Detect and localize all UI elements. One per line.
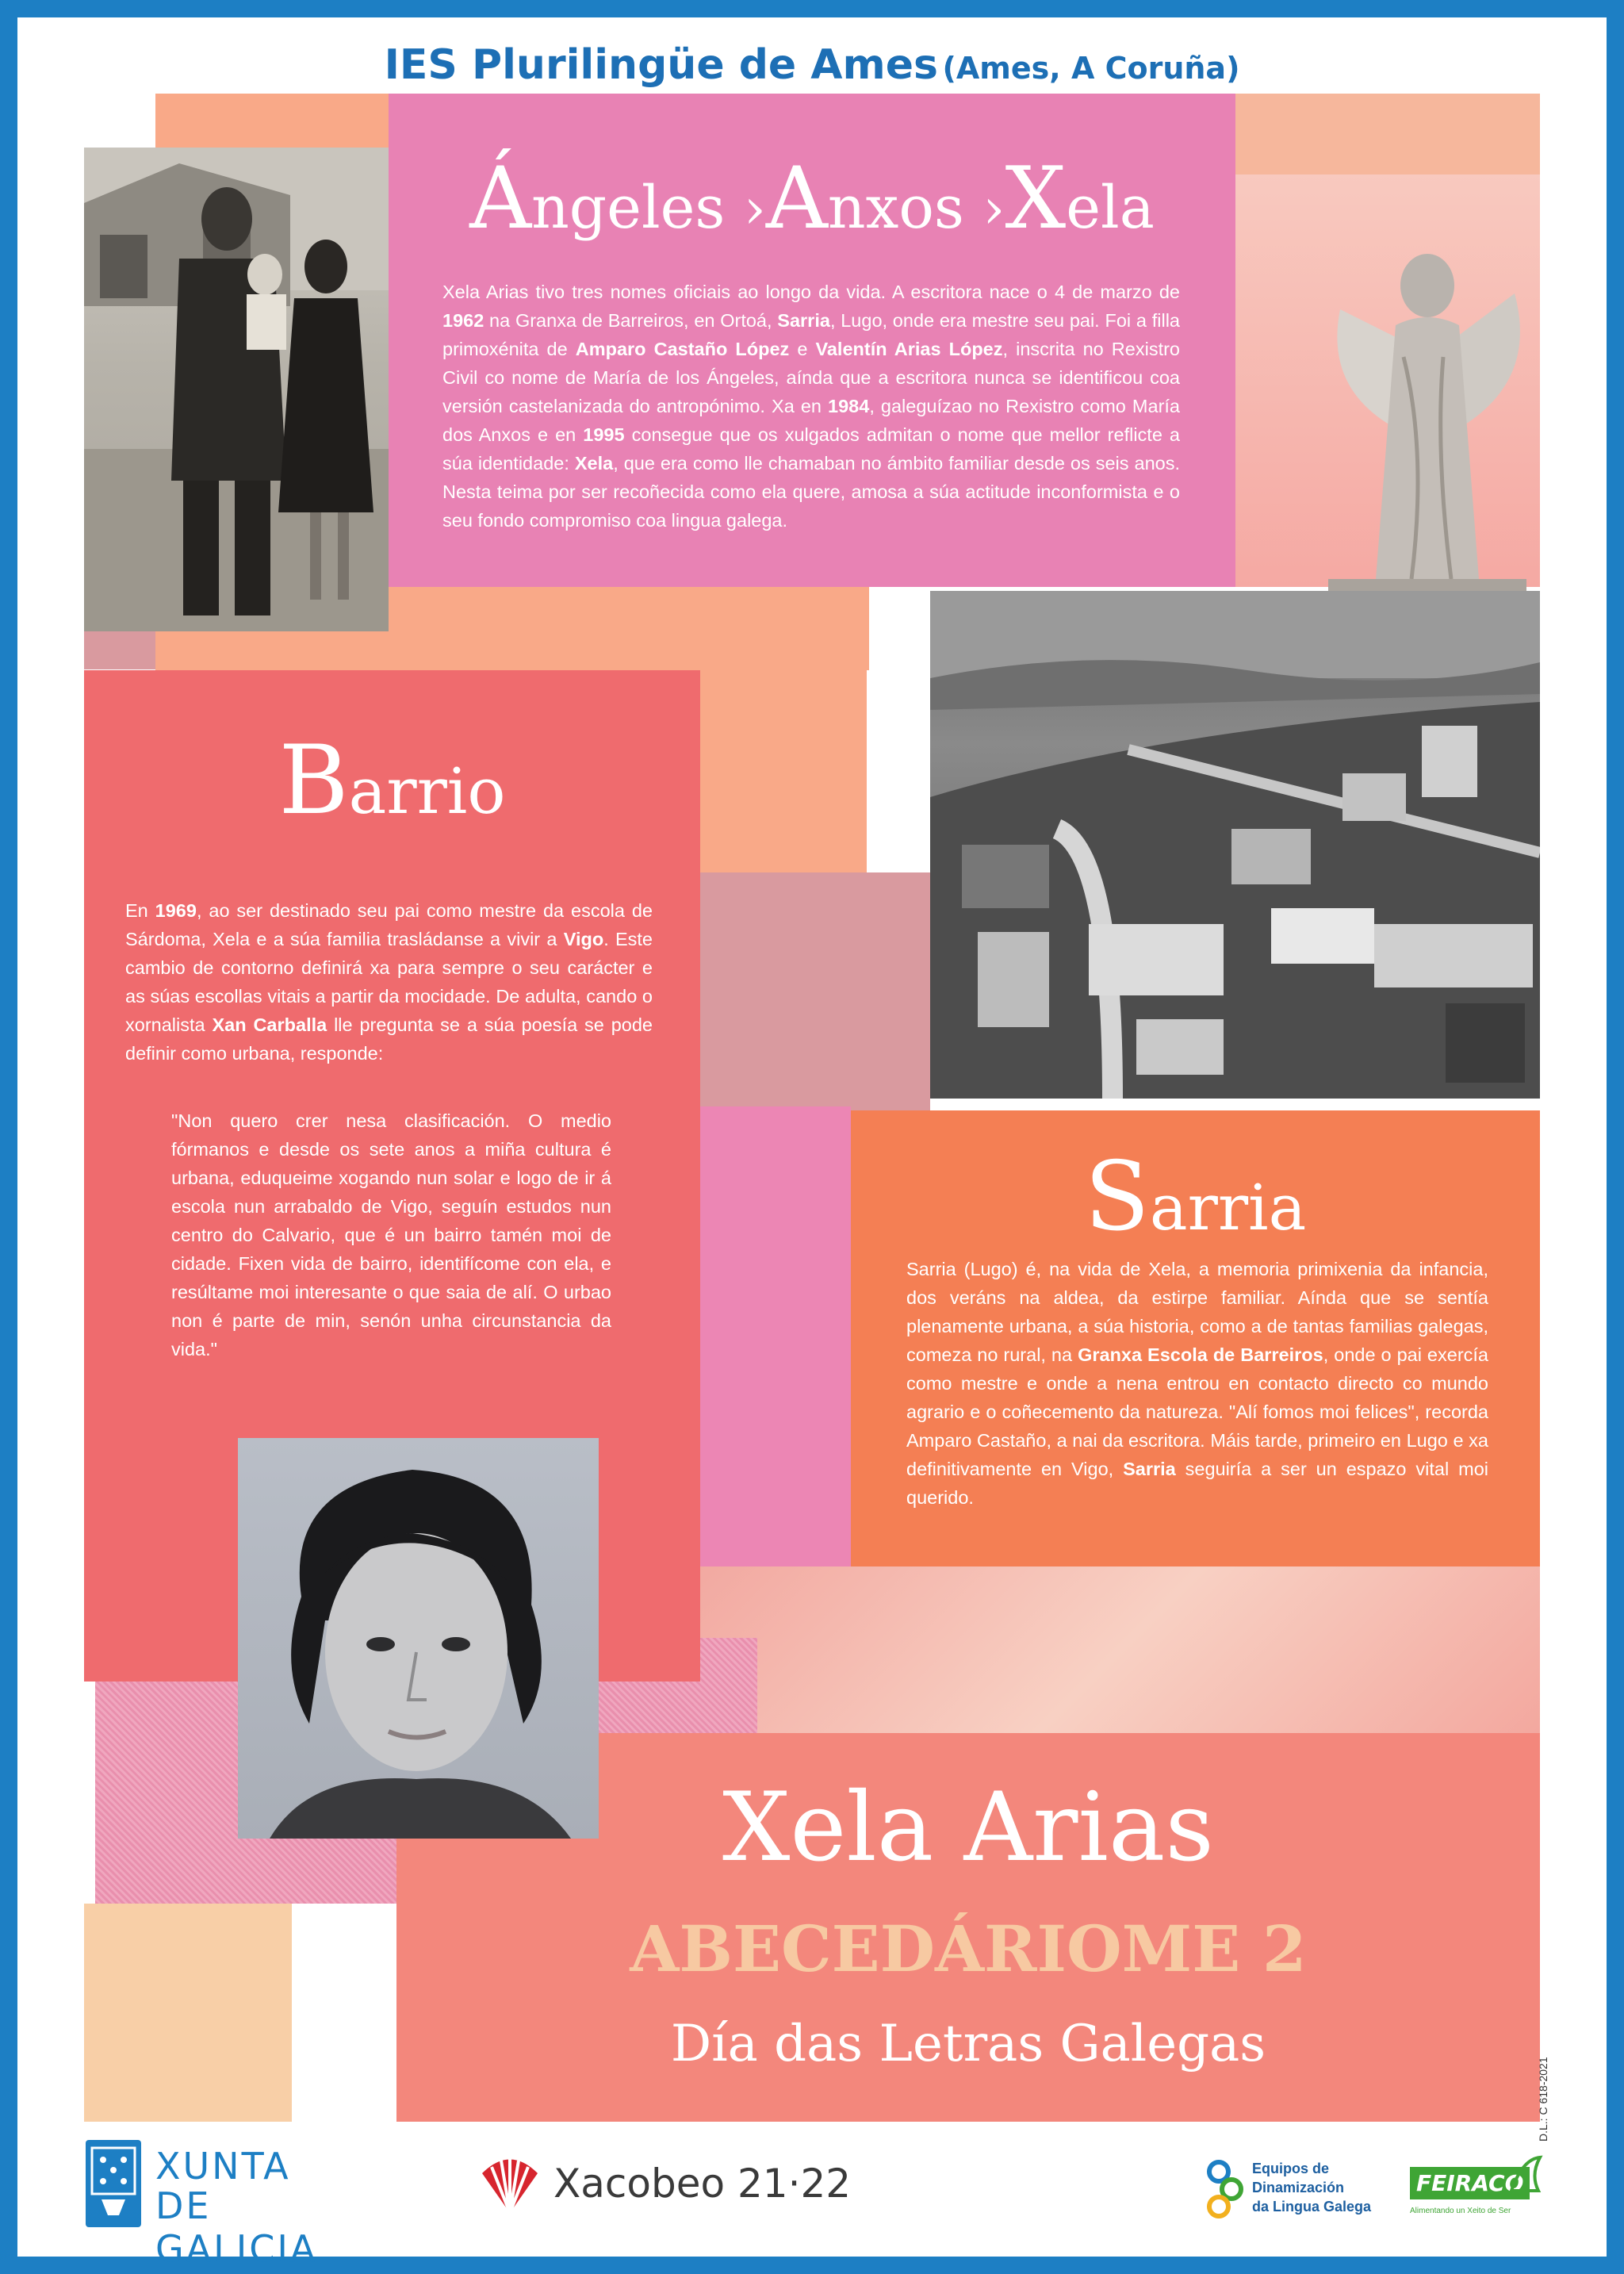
poster-title-name: Xela Arias	[722, 1773, 1215, 1883]
section-angeles-text: Xela Arias tivo tres nomes oficiais ao longo da vida. A escritora nace o 4 de marzo de 1962 na Granxa de Barreiros, en Ortoá, Sarria, Lugo, onde era mestre seu pai. Foi a filla primoxénita de Amparo Castaño López e Valentín Arias López, inscrita no Rexistro Civil co nome de María de los Ángeles, aínda que a escritora nunca se identificou coa versión castelanizada do antropónimo. Xa en 1984, galeguízao no Rexistro como María dos Anxos e en 1995 consegue que os xulgados admitan o nome que mellor reflicte a súa identidade: Xela, que era como lle chamaban no ámbito familiar desde os seis anos. Nesta teima por ser recoñecida como ela quere, amosa a súa actitude inconformista e o seu fondo compromiso coa lingua galega.	[442, 282, 1180, 531]
school-name: IES Plurilingüe de Ames	[384, 41, 938, 89]
section-sarria-text: Sarria (Lugo) é, na vida de Xela, a memoria primixenia da infancia, dos veráns na aldea, da estirpe familiar. Aínda que se sentía plenamente urbana, a súa historia, como a de tantas familias galegas, comeza no rural, na Granxa Escola de Barreiros, onde o pai exercía como mestre e onde a nena entrou en contacto directo co mundo agrario e o coñecemento da natureza. "Alí fomos moi felices", recorda Amparo Castaño, a nai da escritora. Máis tarde, primeiro en Lugo e xa definitivamente en Vigo, Sarria seguiría a ser un espazo vital moi querido.	[906, 1259, 1488, 1508]
edlg-logo[interactable]	[1201, 2157, 1384, 2221]
section-barrio-title: Barrio	[278, 726, 506, 836]
vigo-aerial-photo	[930, 591, 1540, 1099]
bg-block-pink-center	[700, 1106, 851, 1570]
feiraco-cow-icon	[1507, 2151, 1545, 2199]
vigo-aerial-drawing	[930, 591, 1540, 1099]
section-angeles	[389, 94, 1235, 587]
xacobeo-logo[interactable]	[476, 2149, 856, 2221]
title-arrow-2: ›	[982, 176, 1005, 241]
xunta-name-line1: XUNTA	[155, 2145, 291, 2188]
edlg-text-3: da Lingua Galega	[1252, 2199, 1372, 2215]
feiraco-tagline: Alimentando un Xeito de Ser	[1410, 2207, 1511, 2215]
xunta-emblem-icon	[86, 2140, 141, 2227]
title-ela: ela	[1066, 174, 1155, 242]
poster-title-series: ABECEDÁRIOME 2	[630, 1912, 1307, 1986]
angel-statue-drawing	[1308, 246, 1546, 603]
section-angeles-title	[400, 149, 1224, 248]
xunta-logo[interactable]	[86, 2140, 387, 2270]
school-header	[0, 41, 1624, 89]
bg-block-salmon-top-right	[1235, 94, 1540, 174]
bg-block-dusty-rose	[700, 872, 930, 1110]
xacobeo-shell-icon	[476, 2149, 544, 2218]
angel-statue-image	[1308, 246, 1546, 603]
edlg-text-2: Dinamización	[1252, 2180, 1345, 2195]
edlg-text-1: Equipos de	[1252, 2161, 1330, 2176]
legal-deposit-credit: D.L.: C 618-2021	[1537, 2057, 1549, 2142]
edlg-gears-icon	[1201, 2157, 1249, 2221]
bg-block-left-strip	[84, 625, 155, 669]
title-initial-x: X	[1005, 149, 1067, 248]
section-barrio-quote: "Non quero crer nesa clasificación. O medio fórmanos e desde os sete anos a miña cultura é urbana, eduqueime xogando nun solar e logo de ir á escola nun arrabaldo de Vigo, seguín estudos nun centro do Calvario, que é un bairro tamén moi de cidade. Fixen vida de bairro, identifícome con ela, e resúltame moi interesante o que saia de alí. O urbao non é parte de min, senón unha circunstancia da vida."	[171, 1110, 611, 1359]
school-location: (Ames, A Coruña)	[942, 51, 1240, 86]
family-photo	[84, 148, 389, 631]
title-anxos: nxos	[827, 174, 983, 242]
title-initial-a: Á	[469, 149, 532, 248]
title-initial-anxos: A	[765, 149, 828, 248]
section-barrio-text: En 1969, ao ser destinado seu pai como mestre da escola de Sárdoma, Xela e a súa familia trasládanse a vivir a Vigo. Este cambio de contorno definirá xa para sempre o seu carácter e as súas escollas vitais a partir da mocidade. De adulta, cando o xornalista Xan Carballa lle pregunta se a súa poesía se pode definir como urbana, responde:	[125, 900, 653, 1064]
xunta-name-line2: DE GALICIA	[155, 2184, 318, 2270]
section-sarria-title: Sarria	[1084, 1142, 1307, 1252]
section-sarria	[851, 1110, 1540, 1566]
bg-block-cloud-right	[700, 1566, 1540, 1733]
feiraco-text: FEIRACO	[1410, 2167, 1530, 2199]
title-arrow-1: ›	[743, 176, 766, 241]
feiraco-logo[interactable]	[1410, 2151, 1545, 2222]
title-angeles: ngeles	[531, 174, 744, 242]
portrait-drawing	[238, 1438, 599, 1839]
xacobeo-text: Xacobeo 21·22	[553, 2161, 852, 2207]
bg-block-peach-bottom	[84, 1904, 292, 2122]
portrait-photo	[238, 1438, 599, 1839]
poster-title-event: Día das Letras Galegas	[670, 2015, 1266, 2073]
family-photo-drawing	[84, 148, 389, 631]
bg-block-salmon-top	[155, 94, 393, 149]
